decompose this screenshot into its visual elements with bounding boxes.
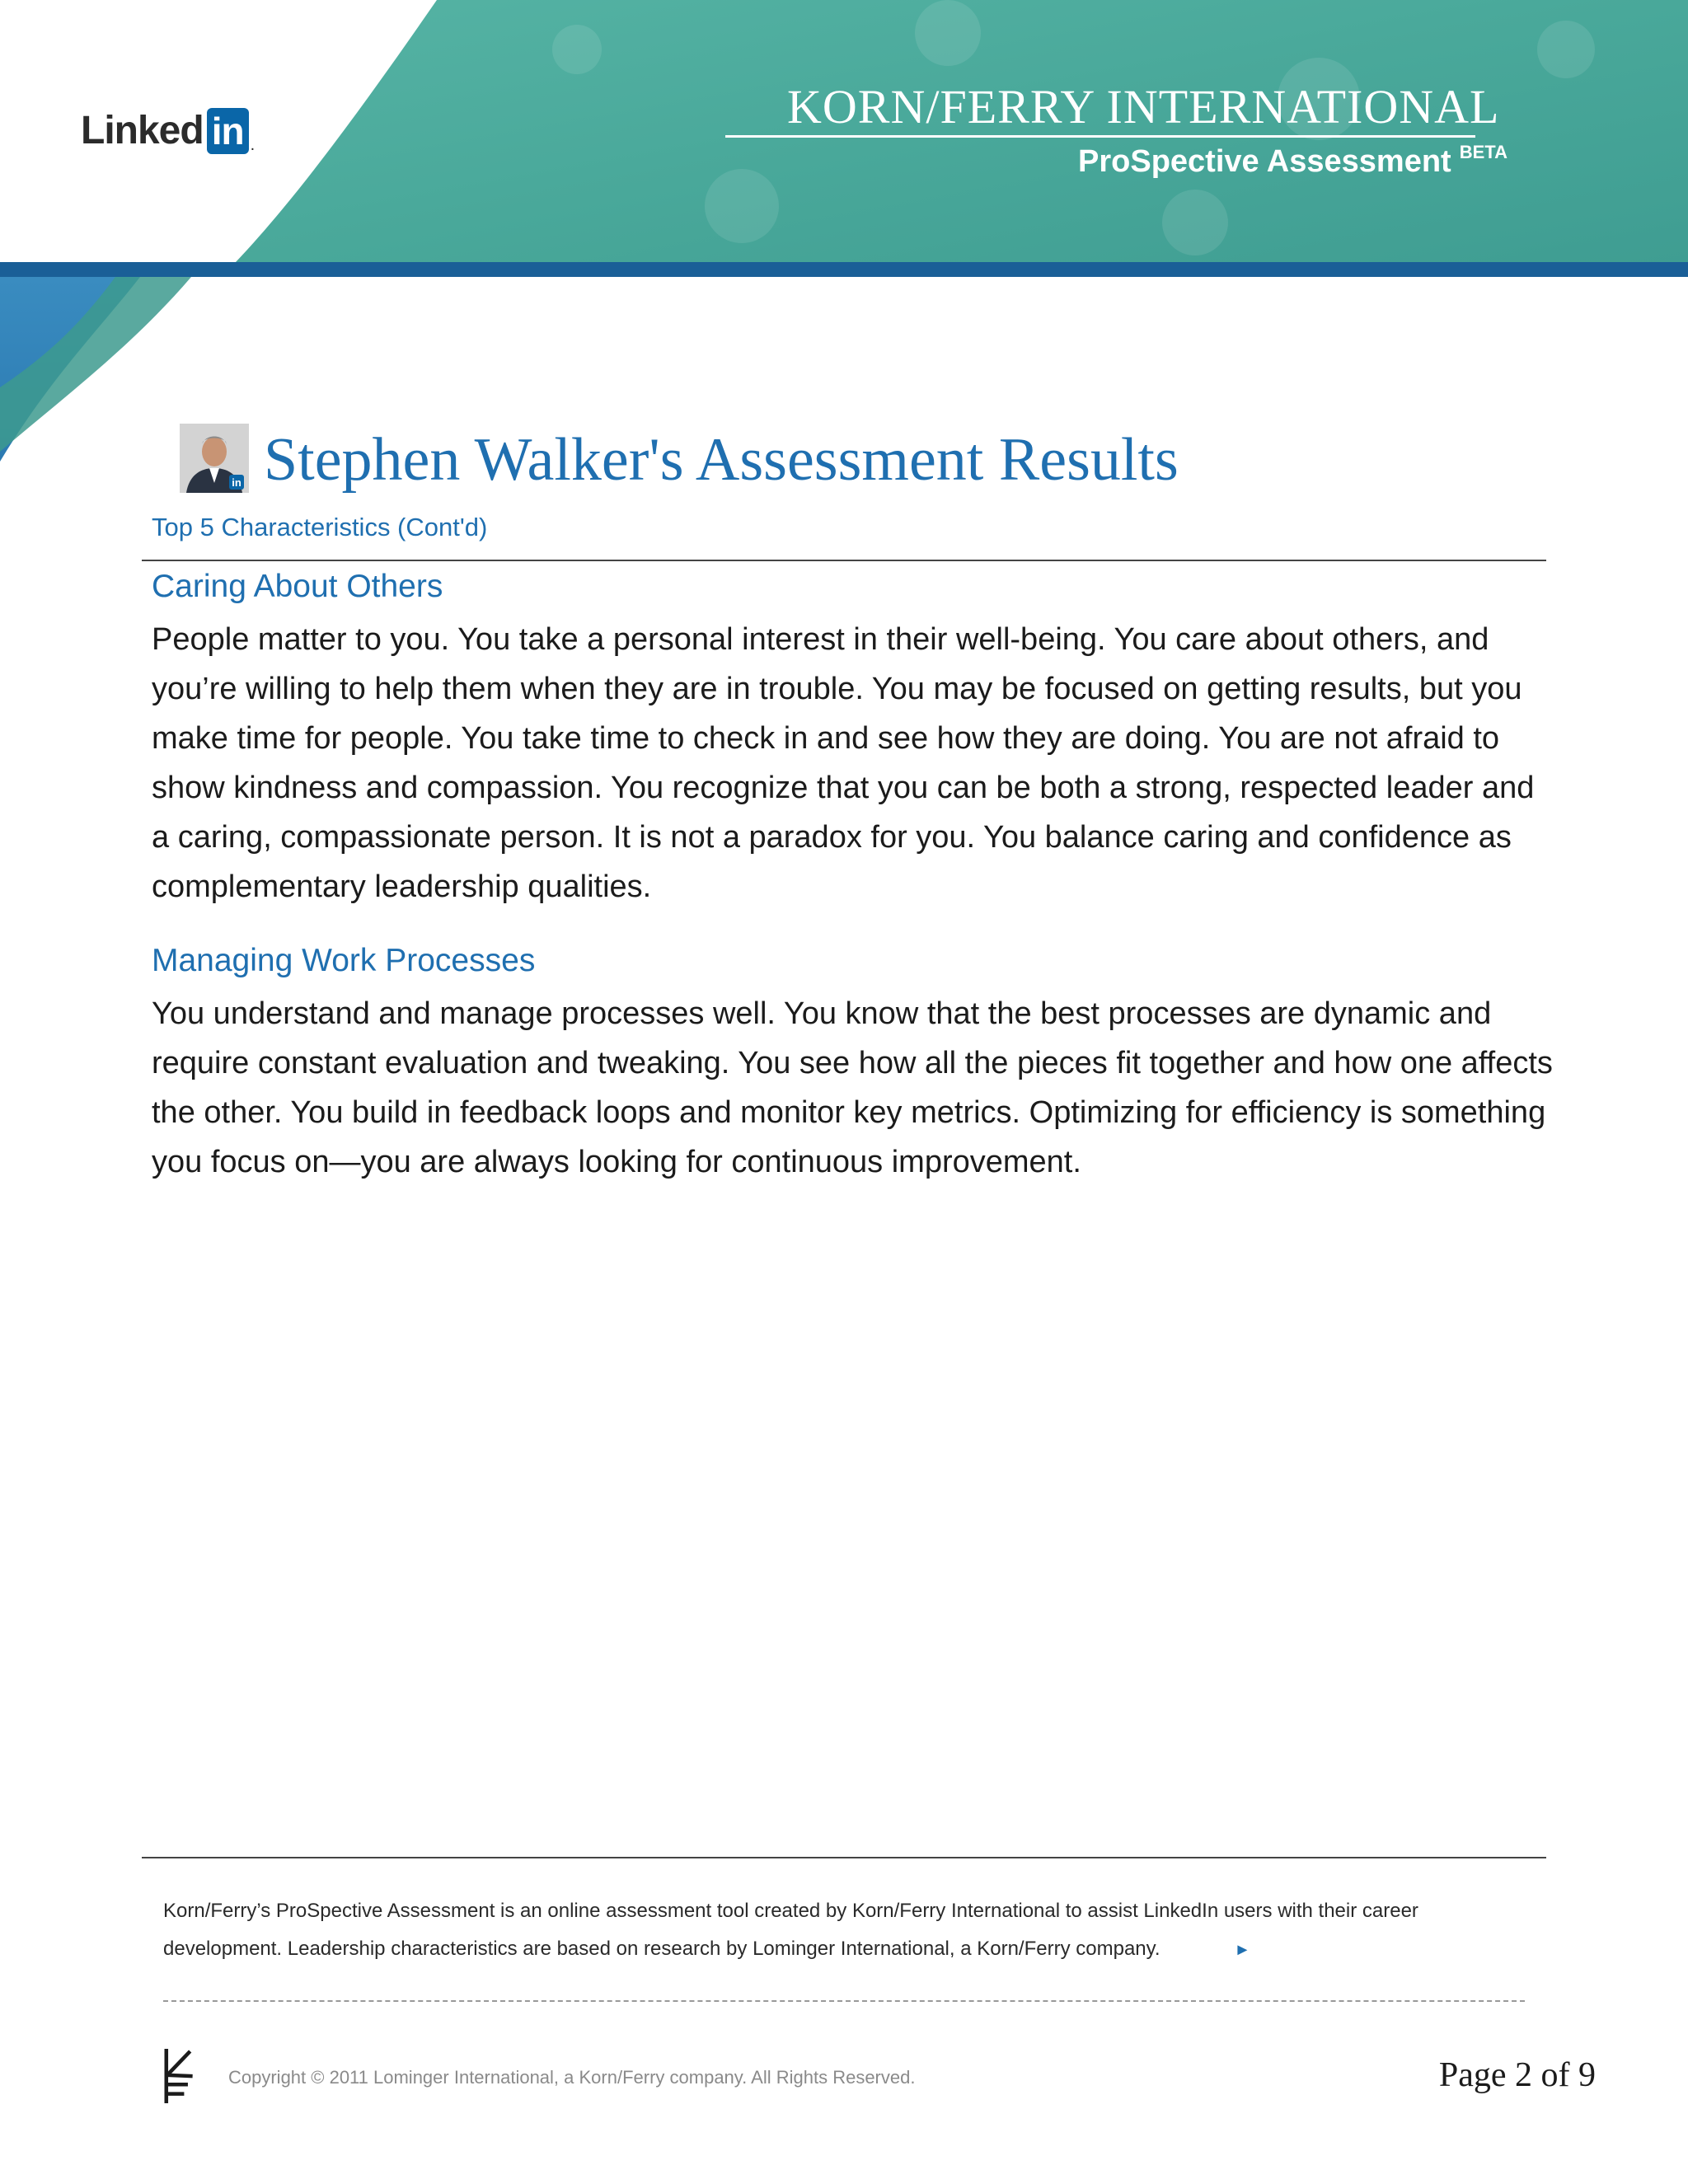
page-number: Page 2 of 9 [1438, 2056, 1596, 2094]
linkedin-logo [81, 107, 255, 155]
footer-description [163, 1892, 1482, 1969]
footer-divider [142, 1857, 1546, 1858]
page-header [0, 0, 1688, 462]
page-title: Stephen Walker's Assessment Results [264, 426, 1179, 494]
footer-dashed-divider [163, 2000, 1525, 2002]
section-heading-processes: Managing Work Processes [152, 943, 536, 978]
section-body-caring: People matter to you. You take a personal interest in their well-being. You care about others, and you’re willing to help them when they are in trouble. You may be focused on getting results, but you make time for people. You take time to check in and see how they are doing. You are not afraid to show kindness and compassion. You recognize that you can be both a strong, respected leader and a caring, compassionate person. It is not a paradox for you. You balance caring and confidence as complementary leadership qualities. [152, 622, 1535, 904]
avatar [180, 424, 249, 493]
product-name-text: ProSpective Assessment [1078, 144, 1451, 179]
section-heading-caring: Caring About Others [152, 569, 443, 604]
section-body-processes: You understand and manage processes well. You know that the best processes are dynamic and require constant evaluation and tweaking. You see how all the pieces fit together and how one affects the other. You build in feedback loops and monitor key metrics. Optimizing for efficiency is something you focus on—you are always looking for continuous improvement. [152, 996, 1553, 1179]
footer-description-text: Korn/Ferry’s ProSpective Assessment is an online assessment tool created by Korn/Ferry International to assist LinkedIn users with their career development. Leadership characteristics are based on research by Lominger International, a Korn/Ferry company. [163, 1900, 1418, 1960]
product-name [1078, 142, 1507, 180]
footer-kf-monogram-icon [162, 2049, 195, 2103]
kf-header-rule [725, 135, 1475, 138]
avatar-linkedin-badge: in [232, 476, 241, 489]
next-arrow-icon[interactable]: ► [1234, 1941, 1251, 1959]
linkedin-logo-box: in [207, 108, 249, 154]
page-subtitle: Top 5 Characteristics (Cont'd) [152, 513, 488, 541]
kf-monogram-icon [0, 0, 58, 96]
linkedin-logo-word: Linked [81, 109, 204, 152]
header-background [0, 0, 1688, 462]
title-divider [142, 560, 1546, 561]
company-name: KORN/FERRY INTERNATIONAL [787, 80, 1500, 134]
linkedin-logo-dot: . [250, 136, 256, 154]
copyright-text: Copyright © 2011 Lominger International, a Korn/Ferry company. All Rights Reserved. [228, 2067, 916, 2088]
beta-badge: BETA [1459, 142, 1507, 162]
